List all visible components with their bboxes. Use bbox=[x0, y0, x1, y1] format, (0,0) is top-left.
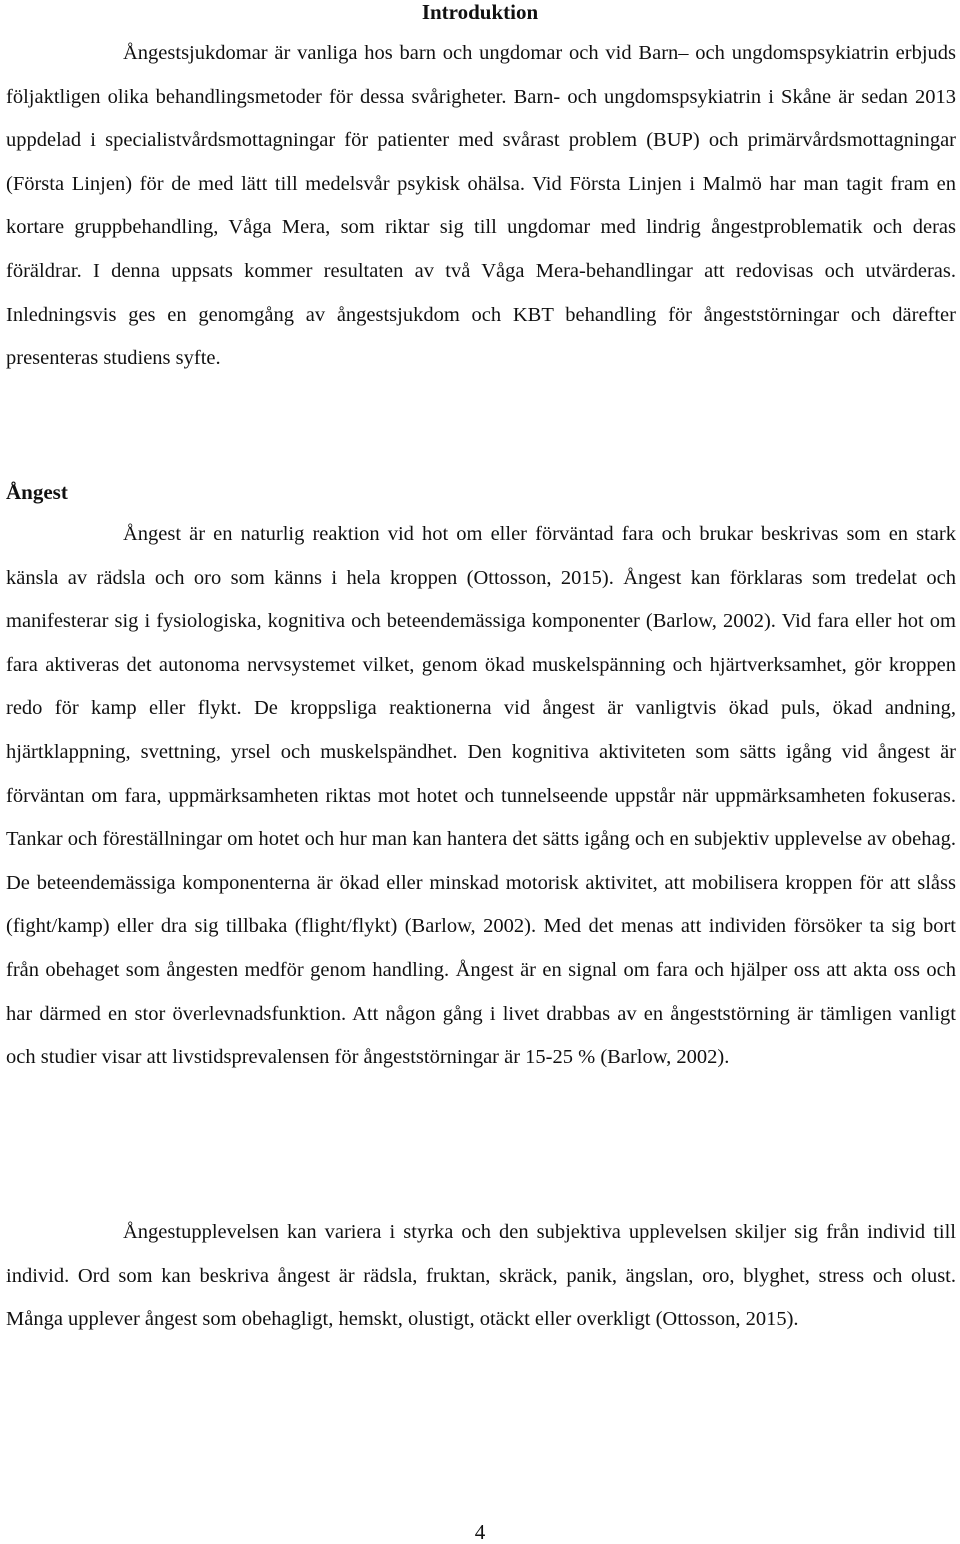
angest-paragraph-2-text: Ångestupplevelsen kan variera i styrka och den subjektiva upplevelsen skiljer sig från individ till individ. Ord som kan beskriva ångest är rädsla, fruktan, skräck, panik, ängslan, oro, blyghet, stress och olust. Många upplever ångest som obehagligt, hemskt, olustigt, otäckt eller overkligt (Ottosson, 2015). bbox=[6, 1221, 956, 1331]
angest-paragraph-2 bbox=[6, 1211, 956, 1342]
section-heading-introduktion: Introduktion bbox=[421, 0, 539, 24]
section-heading-angest: Ångest bbox=[6, 480, 68, 504]
angest-paragraph-1 bbox=[6, 513, 956, 1080]
page-number: 4 bbox=[474, 1520, 486, 1544]
intro-paragraph bbox=[6, 32, 956, 381]
intro-paragraph-text: Ångestsjukdomar är vanliga hos barn och ungdomar och vid Barn– och ungdomspsykiatrin erbjuds följaktligen olika behandlingsmetoder för dessa svårigheter. Barn- och ungdomspsykiatrin i Skåne är sedan 2013 uppdelad i specialistvårdsmottagningar för patienter med svårast problem (BUP) och primärvårdsmottagningar (Första Linjen) för de med lätt till medelsvår psykisk ohälsa. Vid Första Linjen i Malmö har man tagit fram en kortare gruppbehandling, Våga Mera, som riktar sig till ungdomar med lindrig ångestproblematik och deras föräldrar. I denna uppsats kommer resultaten av två Våga Mera-behandlingar att redovisas och utvärderas. Inledningsvis ges en genomgång av ångestsjukdom och KBT behandling för ångeststörningar och därefter presenteras studiens syfte. bbox=[6, 42, 956, 370]
angest-paragraph-1-text: Ångest är en naturlig reaktion vid hot om eller förväntad fara och brukar beskrivas som en stark känsla av rädsla och oro som känns i hela kroppen (Ottosson, 2015). Ångest kan förklaras som tredelat och manifesterar sig i fysiologiska, kognitiva och beteendemässiga komponenter (Barlow, 2002). Vid fara eller hot om fara aktiveras det autonoma nervsystemet vilket, genom ökad muskelspänning och hjärtverksamhet, gör kroppen redo för kamp eller flykt. De kroppsliga reaktionerna vid ångest är vanligtvis ökad puls, ökad andning, hjärtklappning, svettning, yrsel och muskelspändhet. Den kognitiva aktiviteten som sätts igång vid ångest är förväntan om fara, uppmärksamheten riktas mot hotet och tunnelseende uppstår när uppmärksamheten fokuseras. Tankar och föreställningar om hotet och hur man kan hantera det sätts igång och en subjektiv upplevelse av obehag. De beteendemässiga komponenterna är ökad eller minskad motorisk aktivitet, att mobilisera kroppen för att slåss (fight/kamp) eller dra sig tillbaka (flight/flykt) (Barlow, 2002). Med det menas att individen försöker ta sig bort från obehaget som ångesten medför genom handling. Ångest är en signal om fara och hjälper oss att akta oss och har därmed en stor överlevnadsfunktion. Att någon gång i livet drabbas av en ångeststörning är tämligen vanligt och studier visar att livstidsprevalensen för ångeststörningar är 15-25 % (Barlow, 2002). bbox=[6, 523, 956, 1069]
